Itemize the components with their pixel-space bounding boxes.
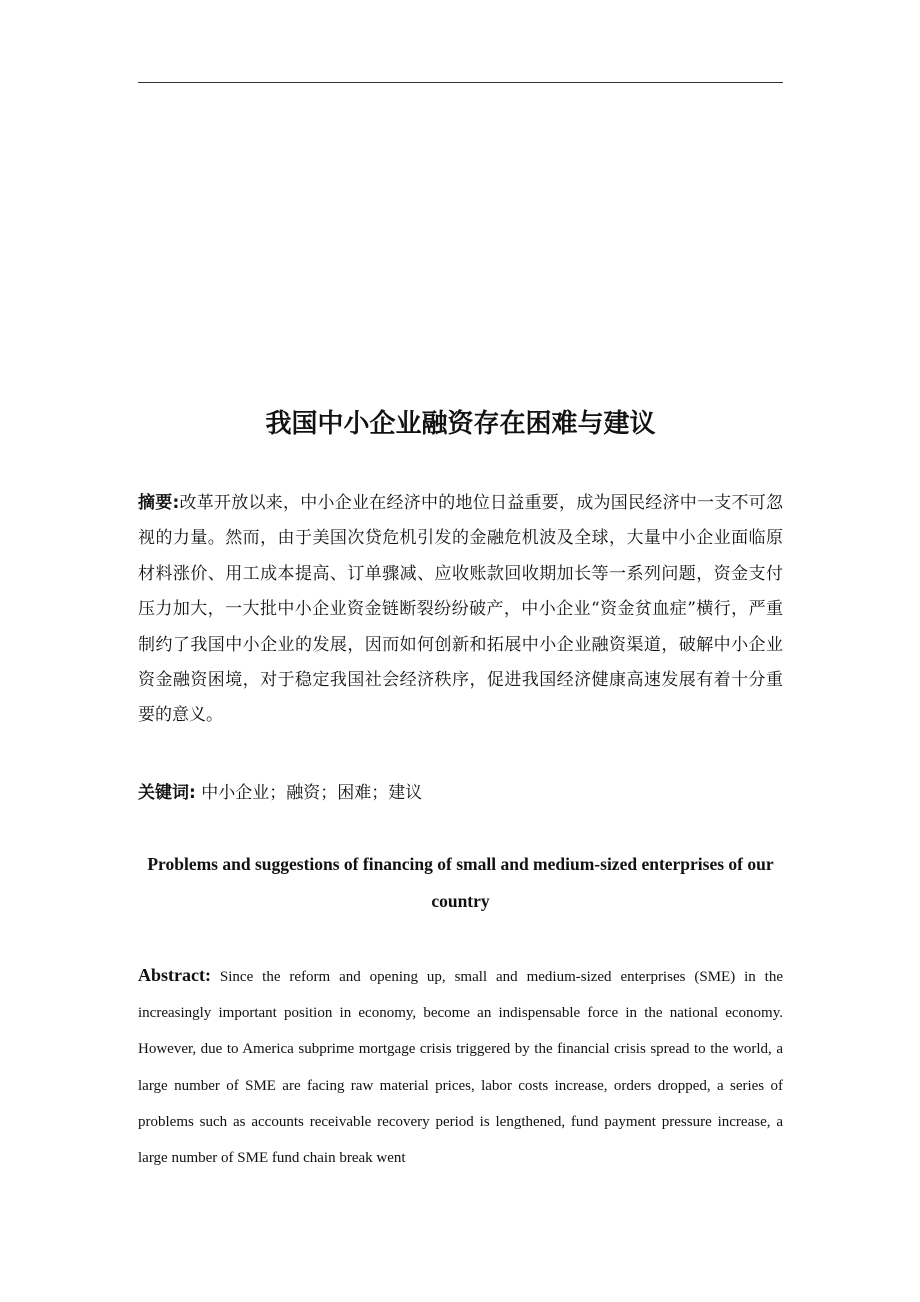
cn-abstract-text: 改革开放以来，中小企业在经济中的地位日益重要，成为国民经济中一支不可忽视的力量。然而，由于美国次贷危机引发的金融危机波及全球，大量中小企业面临原材料涨价、用工成本提高、订单骤减、应收账款回收期加长等一系列问题，资金支付压力加大，一大批中小企业资金链断裂纷纷破产，中小企业“资金贫血症”横行，严重制约了我国中小企业的发展，因而如何创新和拓展中小企业融资渠道，破解中小企业资金融资困境，对于稳定我国社会经济秩序，促进我国经济健康高速发展有着十分重要的意义。 bbox=[138, 493, 783, 726]
en-title: Problems and suggestions of financing of small and medium-sized enterprises of our country bbox=[147, 854, 774, 911]
cn-keywords-label: 关键词: bbox=[138, 783, 196, 803]
en-abstract bbox=[138, 957, 783, 1176]
cn-title: 我国中小企业融资存在困难与建议 bbox=[265, 409, 656, 439]
cn-abstract-label: 摘要: bbox=[138, 493, 180, 513]
cn-keywords bbox=[138, 776, 783, 811]
en-abstract-label: Abstract: bbox=[138, 965, 211, 985]
cn-abstract bbox=[138, 486, 783, 734]
cn-keywords-text: 中小企业；融资；困难；建议 bbox=[201, 783, 423, 803]
en-abstract-text: Since the reform and opening up, small and medium-sized enterprises (SME) in the increasingly important position in economy, become an indispensable force in the national economy. However, due to America subprime mortgage crisis triggered by the financial crisis spread to the world, a large number of SME are facing raw material prices, labor costs increase, orders dropped, a series of problems such as accounts receivable recovery period is lengthened, fund payment pressure increase, a large number of SME fund chain break went bbox=[138, 969, 784, 1167]
header-rule bbox=[138, 82, 783, 83]
